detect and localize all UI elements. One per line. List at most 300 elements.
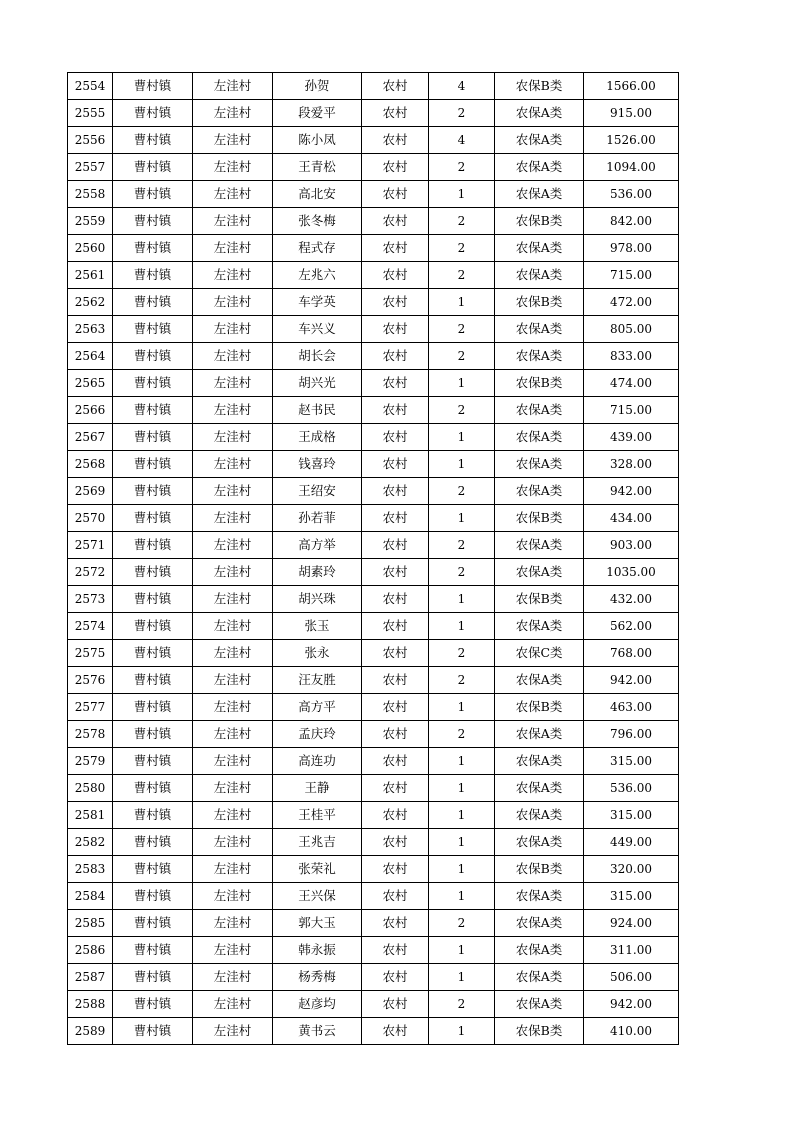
town-cell: 曹村镇 — [113, 586, 193, 613]
table-row — [68, 802, 679, 829]
town-cell: 曹村镇 — [113, 883, 193, 910]
row-number-cell: 2555 — [68, 100, 113, 127]
amount-cell: 915.00 — [584, 100, 679, 127]
village-cell: 左洼村 — [193, 262, 273, 289]
person-name-cell: 车兴义 — [273, 316, 362, 343]
member-count-cell: 2 — [429, 235, 495, 262]
member-count-cell: 1 — [429, 964, 495, 991]
town-cell: 曹村镇 — [113, 478, 193, 505]
member-count-cell: 4 — [429, 73, 495, 100]
table-row — [68, 856, 679, 883]
town-cell: 曹村镇 — [113, 991, 193, 1018]
amount-cell: 768.00 — [584, 640, 679, 667]
amount-cell: 796.00 — [584, 721, 679, 748]
table-row — [68, 451, 679, 478]
village-cell: 左洼村 — [193, 127, 273, 154]
village-cell: 左洼村 — [193, 964, 273, 991]
household-type-cell: 农村 — [362, 1018, 429, 1045]
insurance-category-cell: 农保A类 — [495, 316, 584, 343]
household-type-cell: 农村 — [362, 532, 429, 559]
insurance-category-cell: 农保A类 — [495, 748, 584, 775]
village-cell: 左洼村 — [193, 235, 273, 262]
table-row — [68, 127, 679, 154]
insurance-category-cell: 农保A类 — [495, 100, 584, 127]
table-row — [68, 559, 679, 586]
town-cell: 曹村镇 — [113, 451, 193, 478]
village-cell: 左洼村 — [193, 208, 273, 235]
village-cell: 左洼村 — [193, 424, 273, 451]
household-type-cell: 农村 — [362, 991, 429, 1018]
person-name-cell: 高连功 — [273, 748, 362, 775]
member-count-cell: 2 — [429, 721, 495, 748]
town-cell: 曹村镇 — [113, 235, 193, 262]
row-number-cell: 2588 — [68, 991, 113, 1018]
amount-cell: 434.00 — [584, 505, 679, 532]
amount-cell: 536.00 — [584, 181, 679, 208]
amount-cell: 715.00 — [584, 397, 679, 424]
row-number-cell: 2558 — [68, 181, 113, 208]
person-name-cell: 陈小凤 — [273, 127, 362, 154]
amount-cell: 463.00 — [584, 694, 679, 721]
town-cell: 曹村镇 — [113, 640, 193, 667]
row-number-cell: 2560 — [68, 235, 113, 262]
table-row — [68, 937, 679, 964]
person-name-cell: 左兆六 — [273, 262, 362, 289]
village-cell: 左洼村 — [193, 505, 273, 532]
person-name-cell: 孙若菲 — [273, 505, 362, 532]
village-cell: 左洼村 — [193, 586, 273, 613]
insurance-category-cell: 农保B类 — [495, 289, 584, 316]
amount-cell: 315.00 — [584, 802, 679, 829]
village-cell: 左洼村 — [193, 613, 273, 640]
village-cell: 左洼村 — [193, 532, 273, 559]
town-cell: 曹村镇 — [113, 73, 193, 100]
member-count-cell: 1 — [429, 289, 495, 316]
amount-cell: 942.00 — [584, 667, 679, 694]
person-name-cell: 胡兴珠 — [273, 586, 362, 613]
town-cell: 曹村镇 — [113, 937, 193, 964]
household-type-cell: 农村 — [362, 181, 429, 208]
insurance-category-cell: 农保A类 — [495, 883, 584, 910]
amount-cell: 449.00 — [584, 829, 679, 856]
village-cell: 左洼村 — [193, 100, 273, 127]
amount-cell: 942.00 — [584, 991, 679, 1018]
member-count-cell: 1 — [429, 586, 495, 613]
member-count-cell: 2 — [429, 532, 495, 559]
table-row — [68, 181, 679, 208]
town-cell: 曹村镇 — [113, 505, 193, 532]
amount-cell: 1094.00 — [584, 154, 679, 181]
member-count-cell: 2 — [429, 991, 495, 1018]
row-number-cell: 2557 — [68, 154, 113, 181]
insurance-category-cell: 农保A类 — [495, 127, 584, 154]
member-count-cell: 1 — [429, 775, 495, 802]
member-count-cell: 1 — [429, 802, 495, 829]
household-type-cell: 农村 — [362, 100, 429, 127]
member-count-cell: 1 — [429, 694, 495, 721]
household-type-cell: 农村 — [362, 370, 429, 397]
village-cell: 左洼村 — [193, 289, 273, 316]
household-type-cell: 农村 — [362, 694, 429, 721]
town-cell: 曹村镇 — [113, 343, 193, 370]
town-cell: 曹村镇 — [113, 154, 193, 181]
household-type-cell: 农村 — [362, 424, 429, 451]
amount-cell: 978.00 — [584, 235, 679, 262]
table-row — [68, 505, 679, 532]
row-number-cell: 2562 — [68, 289, 113, 316]
village-cell: 左洼村 — [193, 910, 273, 937]
village-cell: 左洼村 — [193, 694, 273, 721]
amount-cell: 320.00 — [584, 856, 679, 883]
household-type-cell: 农村 — [362, 721, 429, 748]
member-count-cell: 1 — [429, 613, 495, 640]
row-number-cell: 2573 — [68, 586, 113, 613]
person-name-cell: 胡兴光 — [273, 370, 362, 397]
insurance-category-cell: 农保A类 — [495, 424, 584, 451]
member-count-cell: 1 — [429, 181, 495, 208]
household-type-cell: 农村 — [362, 505, 429, 532]
table-row — [68, 100, 679, 127]
person-name-cell: 王兴保 — [273, 883, 362, 910]
insurance-category-cell: 农保B类 — [495, 370, 584, 397]
household-type-cell: 农村 — [362, 235, 429, 262]
household-type-cell: 农村 — [362, 208, 429, 235]
table-row — [68, 775, 679, 802]
insurance-category-cell: 农保A类 — [495, 937, 584, 964]
town-cell: 曹村镇 — [113, 964, 193, 991]
household-type-cell: 农村 — [362, 316, 429, 343]
town-cell: 曹村镇 — [113, 397, 193, 424]
amount-cell: 536.00 — [584, 775, 679, 802]
table-row — [68, 424, 679, 451]
village-cell: 左洼村 — [193, 73, 273, 100]
village-cell: 左洼村 — [193, 667, 273, 694]
village-cell: 左洼村 — [193, 370, 273, 397]
person-name-cell: 高方举 — [273, 532, 362, 559]
table-row — [68, 154, 679, 181]
insurance-category-cell: 农保A类 — [495, 343, 584, 370]
person-name-cell: 黄书云 — [273, 1018, 362, 1045]
amount-cell: 903.00 — [584, 532, 679, 559]
row-number-cell: 2577 — [68, 694, 113, 721]
insurance-category-cell: 农保A类 — [495, 181, 584, 208]
row-number-cell: 2565 — [68, 370, 113, 397]
village-cell: 左洼村 — [193, 1018, 273, 1045]
row-number-cell: 2580 — [68, 775, 113, 802]
amount-cell: 833.00 — [584, 343, 679, 370]
town-cell: 曹村镇 — [113, 262, 193, 289]
insurance-category-cell: 农保A类 — [495, 532, 584, 559]
village-cell: 左洼村 — [193, 397, 273, 424]
insurance-category-cell: 农保A类 — [495, 667, 584, 694]
town-cell: 曹村镇 — [113, 910, 193, 937]
town-cell: 曹村镇 — [113, 1018, 193, 1045]
town-cell: 曹村镇 — [113, 559, 193, 586]
table-row — [68, 910, 679, 937]
member-count-cell: 2 — [429, 397, 495, 424]
row-number-cell: 2556 — [68, 127, 113, 154]
household-type-cell: 农村 — [362, 613, 429, 640]
table-row — [68, 73, 679, 100]
member-count-cell: 1 — [429, 505, 495, 532]
town-cell: 曹村镇 — [113, 181, 193, 208]
person-name-cell: 高北安 — [273, 181, 362, 208]
household-type-cell: 农村 — [362, 478, 429, 505]
household-type-cell: 农村 — [362, 451, 429, 478]
member-count-cell: 2 — [429, 559, 495, 586]
row-number-cell: 2574 — [68, 613, 113, 640]
town-cell: 曹村镇 — [113, 775, 193, 802]
member-count-cell: 2 — [429, 100, 495, 127]
row-number-cell: 2561 — [68, 262, 113, 289]
insurance-category-cell: 农保A类 — [495, 559, 584, 586]
table-row — [68, 640, 679, 667]
insurance-category-cell: 农保A类 — [495, 910, 584, 937]
table-row — [68, 478, 679, 505]
insurance-category-cell: 农保B类 — [495, 586, 584, 613]
row-number-cell: 2589 — [68, 1018, 113, 1045]
insurance-category-cell: 农保A类 — [495, 478, 584, 505]
row-number-cell: 2587 — [68, 964, 113, 991]
table-row — [68, 262, 679, 289]
member-count-cell: 2 — [429, 208, 495, 235]
village-cell: 左洼村 — [193, 721, 273, 748]
amount-cell: 1035.00 — [584, 559, 679, 586]
insurance-category-cell: 农保A类 — [495, 802, 584, 829]
household-type-cell: 农村 — [362, 289, 429, 316]
person-name-cell: 韩永振 — [273, 937, 362, 964]
table-row — [68, 208, 679, 235]
person-name-cell: 王绍安 — [273, 478, 362, 505]
member-count-cell: 4 — [429, 127, 495, 154]
town-cell: 曹村镇 — [113, 613, 193, 640]
table-row — [68, 343, 679, 370]
amount-cell: 562.00 — [584, 613, 679, 640]
person-name-cell: 王桂平 — [273, 802, 362, 829]
person-name-cell: 段爱平 — [273, 100, 362, 127]
insurance-category-cell: 农保A类 — [495, 721, 584, 748]
insurance-category-cell: 农保C类 — [495, 640, 584, 667]
person-name-cell: 张玉 — [273, 613, 362, 640]
member-count-cell: 2 — [429, 478, 495, 505]
household-type-cell: 农村 — [362, 802, 429, 829]
row-number-cell: 2578 — [68, 721, 113, 748]
amount-cell: 315.00 — [584, 883, 679, 910]
town-cell: 曹村镇 — [113, 316, 193, 343]
member-count-cell: 2 — [429, 640, 495, 667]
amount-cell: 805.00 — [584, 316, 679, 343]
table-row — [68, 964, 679, 991]
village-cell: 左洼村 — [193, 748, 273, 775]
person-name-cell: 车学英 — [273, 289, 362, 316]
insurance-category-cell: 农保A类 — [495, 991, 584, 1018]
row-number-cell: 2567 — [68, 424, 113, 451]
member-count-cell: 1 — [429, 370, 495, 397]
village-cell: 左洼村 — [193, 478, 273, 505]
row-number-cell: 2570 — [68, 505, 113, 532]
amount-cell: 472.00 — [584, 289, 679, 316]
insurance-category-cell: 农保A类 — [495, 964, 584, 991]
insurance-category-cell: 农保A类 — [495, 829, 584, 856]
member-count-cell: 1 — [429, 829, 495, 856]
person-name-cell: 孙贺 — [273, 73, 362, 100]
amount-cell: 1566.00 — [584, 73, 679, 100]
amount-cell: 474.00 — [584, 370, 679, 397]
household-type-cell: 农村 — [362, 262, 429, 289]
row-number-cell: 2579 — [68, 748, 113, 775]
row-number-cell: 2568 — [68, 451, 113, 478]
member-count-cell: 1 — [429, 937, 495, 964]
table-row — [68, 748, 679, 775]
town-cell: 曹村镇 — [113, 802, 193, 829]
row-number-cell: 2559 — [68, 208, 113, 235]
village-cell: 左洼村 — [193, 802, 273, 829]
insurance-category-cell: 农保A类 — [495, 397, 584, 424]
person-name-cell: 郭大玉 — [273, 910, 362, 937]
table-row — [68, 532, 679, 559]
member-count-cell: 2 — [429, 262, 495, 289]
household-type-cell: 农村 — [362, 154, 429, 181]
table-row — [68, 289, 679, 316]
household-type-cell: 农村 — [362, 640, 429, 667]
insurance-category-cell: 农保B类 — [495, 1018, 584, 1045]
person-name-cell: 赵书民 — [273, 397, 362, 424]
person-name-cell: 王青松 — [273, 154, 362, 181]
table-row — [68, 721, 679, 748]
household-type-cell: 农村 — [362, 343, 429, 370]
household-type-cell: 农村 — [362, 883, 429, 910]
table-row — [68, 883, 679, 910]
member-count-cell: 2 — [429, 343, 495, 370]
insurance-category-cell: 农保A类 — [495, 613, 584, 640]
member-count-cell: 1 — [429, 451, 495, 478]
row-number-cell: 2572 — [68, 559, 113, 586]
amount-cell: 410.00 — [584, 1018, 679, 1045]
town-cell: 曹村镇 — [113, 289, 193, 316]
person-name-cell: 王兆吉 — [273, 829, 362, 856]
row-number-cell: 2586 — [68, 937, 113, 964]
insurance-category-cell: 农保A类 — [495, 775, 584, 802]
table-row — [68, 316, 679, 343]
row-number-cell: 2581 — [68, 802, 113, 829]
town-cell: 曹村镇 — [113, 208, 193, 235]
amount-cell: 439.00 — [584, 424, 679, 451]
household-type-cell: 农村 — [362, 937, 429, 964]
village-cell: 左洼村 — [193, 640, 273, 667]
village-cell: 左洼村 — [193, 991, 273, 1018]
amount-cell: 328.00 — [584, 451, 679, 478]
town-cell: 曹村镇 — [113, 127, 193, 154]
member-count-cell: 2 — [429, 316, 495, 343]
town-cell: 曹村镇 — [113, 667, 193, 694]
amount-cell: 315.00 — [584, 748, 679, 775]
amount-cell: 942.00 — [584, 478, 679, 505]
insurance-category-cell: 农保B类 — [495, 73, 584, 100]
insurance-category-cell: 农保A类 — [495, 451, 584, 478]
household-type-cell: 农村 — [362, 586, 429, 613]
village-cell: 左洼村 — [193, 856, 273, 883]
member-count-cell: 2 — [429, 154, 495, 181]
village-cell: 左洼村 — [193, 775, 273, 802]
row-number-cell: 2563 — [68, 316, 113, 343]
member-count-cell: 2 — [429, 667, 495, 694]
household-type-cell: 农村 — [362, 73, 429, 100]
household-type-cell: 农村 — [362, 397, 429, 424]
amount-cell: 311.00 — [584, 937, 679, 964]
household-type-cell: 农村 — [362, 775, 429, 802]
insurance-category-cell: 农保B类 — [495, 856, 584, 883]
village-cell: 左洼村 — [193, 883, 273, 910]
household-type-cell: 农村 — [362, 856, 429, 883]
person-name-cell: 王成格 — [273, 424, 362, 451]
village-cell: 左洼村 — [193, 343, 273, 370]
household-type-cell: 农村 — [362, 910, 429, 937]
table-row — [68, 1018, 679, 1045]
household-type-cell: 农村 — [362, 559, 429, 586]
amount-cell: 432.00 — [584, 586, 679, 613]
amount-cell: 842.00 — [584, 208, 679, 235]
household-type-cell: 农村 — [362, 829, 429, 856]
person-name-cell: 胡长会 — [273, 343, 362, 370]
person-name-cell: 杨秀梅 — [273, 964, 362, 991]
town-cell: 曹村镇 — [113, 748, 193, 775]
table-row — [68, 667, 679, 694]
insurance-category-cell: 农保B类 — [495, 208, 584, 235]
person-name-cell: 胡素玲 — [273, 559, 362, 586]
member-count-cell: 1 — [429, 883, 495, 910]
town-cell: 曹村镇 — [113, 856, 193, 883]
insurance-category-cell: 农保B类 — [495, 505, 584, 532]
row-number-cell: 2554 — [68, 73, 113, 100]
town-cell: 曹村镇 — [113, 100, 193, 127]
member-count-cell: 1 — [429, 748, 495, 775]
amount-cell: 506.00 — [584, 964, 679, 991]
amount-cell: 715.00 — [584, 262, 679, 289]
person-name-cell: 程式存 — [273, 235, 362, 262]
insurance-category-cell: 农保A类 — [495, 235, 584, 262]
town-cell: 曹村镇 — [113, 532, 193, 559]
person-name-cell: 高方平 — [273, 694, 362, 721]
village-cell: 左洼村 — [193, 451, 273, 478]
member-count-cell: 2 — [429, 910, 495, 937]
member-count-cell: 1 — [429, 1018, 495, 1045]
row-number-cell: 2583 — [68, 856, 113, 883]
table-row — [68, 991, 679, 1018]
household-type-cell: 农村 — [362, 748, 429, 775]
data-table — [67, 72, 679, 1045]
village-cell: 左洼村 — [193, 316, 273, 343]
household-type-cell: 农村 — [362, 964, 429, 991]
amount-cell: 924.00 — [584, 910, 679, 937]
person-name-cell: 张永 — [273, 640, 362, 667]
member-count-cell: 1 — [429, 424, 495, 451]
insurance-category-cell: 农保A类 — [495, 262, 584, 289]
town-cell: 曹村镇 — [113, 694, 193, 721]
table-row — [68, 613, 679, 640]
person-name-cell: 钱喜玲 — [273, 451, 362, 478]
member-count-cell: 1 — [429, 856, 495, 883]
table-row — [68, 694, 679, 721]
village-cell: 左洼村 — [193, 829, 273, 856]
person-name-cell: 张冬梅 — [273, 208, 362, 235]
town-cell: 曹村镇 — [113, 424, 193, 451]
table-row — [68, 586, 679, 613]
row-number-cell: 2569 — [68, 478, 113, 505]
village-cell: 左洼村 — [193, 154, 273, 181]
household-type-cell: 农村 — [362, 667, 429, 694]
insurance-category-cell: 农保A类 — [495, 154, 584, 181]
person-name-cell: 张荣礼 — [273, 856, 362, 883]
